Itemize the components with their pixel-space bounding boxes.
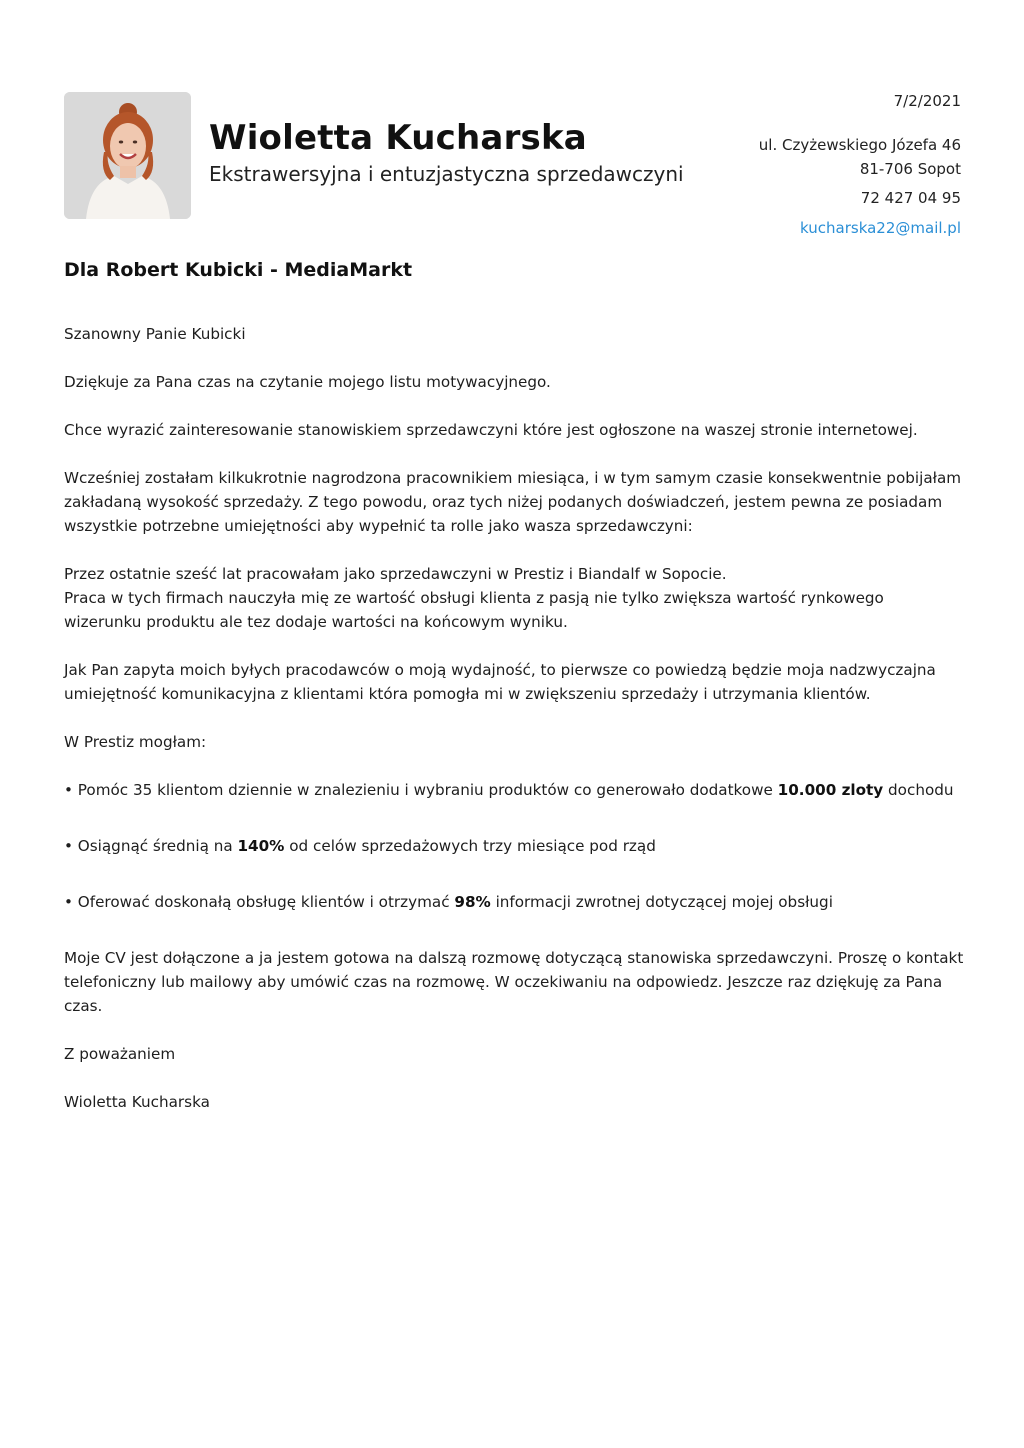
salutation: Szanowny Panie Kubicki (64, 325, 246, 343)
recipient-heading: Dla Robert Kubicki - MediaMarkt (64, 259, 413, 281)
bullet-text: dochodu (883, 781, 954, 799)
bullet-highlight: 10.000 zloty (777, 781, 884, 799)
bullet-text: • Pomóc 35 klientom dziennie w znalezieniu i wybraniu produktów co generowało dodatkowe (64, 781, 778, 799)
profile-photo (64, 92, 191, 219)
portrait-image (64, 92, 191, 219)
bullet-highlight: 140% (237, 837, 285, 855)
bullet-text: informacji zwrotnej dotyczącej mojej obsługi (490, 893, 833, 911)
applicant-subtitle: Ekstrawersyjna i entuzjastyczna sprzedawczyni (209, 162, 684, 186)
bullet-item (64, 778, 964, 802)
contact-block (661, 92, 961, 242)
paragraph-achievements: Wcześniej zostałam kilkukrotnie nagrodzona pracownikiem miesiąca, i w tym samym czasie konsekwentnie pobijałam zakładaną wysokość sprzedaży. Z tego powodu, oraz tych niżej podanych doświadczeń, jestem pewna ze posiadam wszystkie potrzebne umiejętności aby wypełnić ta rolle jako wasza sprzedawczyni: (64, 469, 962, 535)
address-city: 81-706 Sopot (859, 160, 961, 178)
paragraph-references: Jak Pan zapyta moich byłych pracodawców o moją wydajność, to pierwsze co powiedzą będzie moja nadzwyczajna umiejętność komunikacyjna z klientami która pomogła mi w zwiększeniu sprzedaży i utrzymania klientów. (64, 661, 936, 703)
paragraph-experience-line2: Praca w tych firmach nauczyła mię ze wartość obsługi klienta z pasją nie tylko zwiększa wartość rynkowego wizerunku produktu ale tez dodaje wartości na końcowym wyniku. (64, 589, 884, 631)
phone-number: 72 427 04 95 (860, 189, 961, 207)
letter-date: 7/2/2021 (893, 92, 961, 110)
bullet-item (64, 890, 964, 914)
bullet-text: • Oferować doskonałą obsługę klientów i otrzymać (64, 893, 455, 911)
paragraph-interest: Chce wyrazić zainteresowanie stanowiskiem sprzedawczyni które jest ogłoszone na waszej stronie internetowej. (64, 421, 918, 439)
closing-phrase: Z poważaniem (64, 1045, 176, 1063)
bullet-text: • Osiągnąć średnią na (64, 837, 238, 855)
paragraph-prestiz-intro: W Prestiz mogłam: (64, 733, 207, 751)
address-street: ul. Czyżewskiego Józefa 46 (758, 136, 961, 154)
bullet-highlight: 98% (454, 893, 491, 911)
signature: Wioletta Kucharska (64, 1093, 210, 1111)
paragraph-thanks: Dziękuje za Pana czas na czytanie mojego listu motywacyjnego. (64, 373, 551, 391)
paragraph-closing: Moje CV jest dołączone a ja jestem gotowa na dalszą rozmowę dotyczącą stanowiska sprzedawczyni. Proszę o kontakt telefoniczny lub mailowy aby umówić czas na rozmowę. W oczekiwaniu na odpowiedz. Jeszcze raz dziękuję za Pana czas. (64, 949, 964, 1015)
email-link[interactable]: kucharska22@mail.pl (800, 219, 961, 237)
paragraph-experience-line1: Przez ostatnie sześć lat pracowałam jako sprzedawczyni w Prestiz i Biandalf w Sopocie. (64, 565, 727, 583)
bullet-item (64, 834, 964, 858)
letter-body (64, 322, 964, 1114)
bullet-text: od celów sprzedażowych trzy miesiące pod rząd (284, 837, 656, 855)
applicant-name: Wioletta Kucharska (209, 118, 587, 158)
